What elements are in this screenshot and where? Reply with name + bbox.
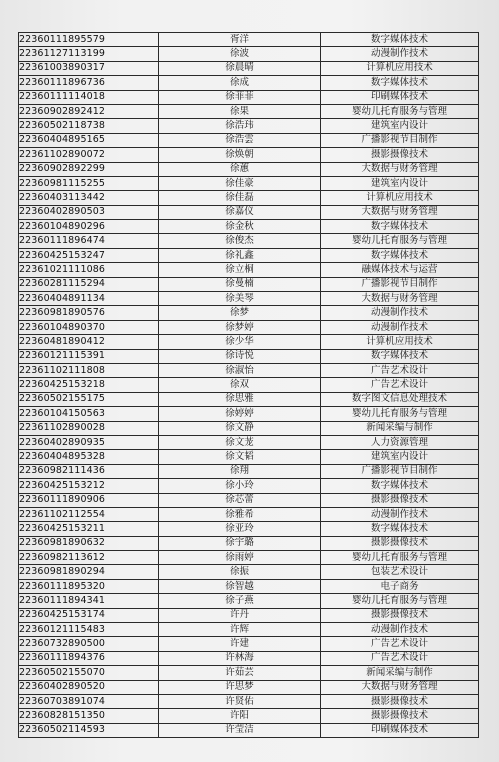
- student-id-cell: 22360404891134: [19, 292, 159, 306]
- major-cell: 新闻采编与制作: [321, 666, 479, 680]
- student-name-cell: 徐雨婷: [159, 551, 321, 565]
- student-name-cell: 徐美琴: [159, 292, 321, 306]
- table-row: [19, 507, 479, 521]
- table-row: [19, 90, 479, 104]
- student-id-cell: 22360981890294: [19, 565, 159, 579]
- table-row: [19, 220, 479, 234]
- student-name-cell: 徐蕙: [159, 162, 321, 176]
- major-cell: 广告艺术设计: [321, 651, 479, 665]
- student-id-cell: 22360404895165: [19, 133, 159, 147]
- major-cell: 数字媒体技术: [321, 220, 479, 234]
- major-cell: 广播影视节目制作: [321, 133, 479, 147]
- student-name-cell: 徐波: [159, 47, 321, 61]
- table-row: [19, 493, 479, 507]
- student-id-cell: 22360111894341: [19, 594, 159, 608]
- table-row: [19, 263, 479, 277]
- table-row: [19, 565, 479, 579]
- student-name-cell: 徐梦婷: [159, 320, 321, 334]
- student-id-cell: 22360121115483: [19, 623, 159, 637]
- student-id-cell: 22360121115391: [19, 349, 159, 363]
- student-id-cell: 22360111890906: [19, 493, 159, 507]
- major-cell: 建筑室内设计: [321, 176, 479, 190]
- student-id-cell: 22360104890370: [19, 320, 159, 334]
- table-row: [19, 536, 479, 550]
- table-row: [19, 33, 479, 47]
- major-cell: 广告艺术设计: [321, 378, 479, 392]
- table-row: [19, 61, 479, 75]
- student-id-cell: 22360502155175: [19, 392, 159, 406]
- student-name-cell: 徐浩玮: [159, 119, 321, 133]
- table-row: [19, 349, 479, 363]
- major-cell: 新闻采编与制作: [321, 421, 479, 435]
- major-cell: 摄影摄像技术: [321, 694, 479, 708]
- student-name-cell: 徐思雅: [159, 392, 321, 406]
- major-cell: 大数据与财务管理: [321, 680, 479, 694]
- student-name-cell: 徐立桐: [159, 263, 321, 277]
- student-id-cell: 22361102112554: [19, 507, 159, 521]
- table-row: [19, 651, 479, 665]
- student-id-cell: 22361102890028: [19, 421, 159, 435]
- student-id-cell: 22360828151350: [19, 709, 159, 723]
- student-name-cell: 徐嘉仪: [159, 205, 321, 219]
- student-id-cell: 22360111894376: [19, 651, 159, 665]
- student-id-cell: 22360404895328: [19, 450, 159, 464]
- major-cell: 大数据与财务管理: [321, 205, 479, 219]
- table-row: [19, 205, 479, 219]
- student-id-cell: 22360425153247: [19, 248, 159, 262]
- student-name-cell: 徐宇璐: [159, 536, 321, 550]
- table-row: [19, 551, 479, 565]
- student-id-cell: 22361021111086: [19, 263, 159, 277]
- student-id-cell: 22360111896474: [19, 234, 159, 248]
- student-name-cell: 胥洋: [159, 33, 321, 47]
- major-cell: 计算机应用技术: [321, 191, 479, 205]
- major-cell: 摄影摄像技术: [321, 148, 479, 162]
- table-row: [19, 623, 479, 637]
- student-name-cell: 徐晨晴: [159, 61, 321, 75]
- major-cell: 广告艺术设计: [321, 637, 479, 651]
- major-cell: 动漫制作技术: [321, 623, 479, 637]
- major-cell: 摄影摄像技术: [321, 608, 479, 622]
- student-id-cell: 22360982111436: [19, 464, 159, 478]
- student-name-cell: 徐诗悦: [159, 349, 321, 363]
- student-name-cell: 徐果: [159, 104, 321, 118]
- student-id-cell: 22360111114018: [19, 90, 159, 104]
- table-row: [19, 421, 479, 435]
- major-cell: 数字媒体技术: [321, 76, 479, 90]
- major-cell: 动漫制作技术: [321, 507, 479, 521]
- table-row: [19, 407, 479, 421]
- student-name-cell: 徐少华: [159, 335, 321, 349]
- major-cell: 建筑室内设计: [321, 119, 479, 133]
- table-row: [19, 579, 479, 593]
- table-row: [19, 104, 479, 118]
- student-id-cell: 22360403113442: [19, 191, 159, 205]
- table-row: [19, 76, 479, 90]
- student-name-cell: 许茹芸: [159, 666, 321, 680]
- student-id-cell: 22360502118738: [19, 119, 159, 133]
- major-cell: 包装艺术设计: [321, 565, 479, 579]
- student-id-cell: 22360703891074: [19, 694, 159, 708]
- table-row: [19, 335, 479, 349]
- student-id-cell: 22360281115294: [19, 277, 159, 291]
- table-row: [19, 522, 479, 536]
- student-name-cell: 徐淑怡: [159, 363, 321, 377]
- major-cell: 广播影视节目制作: [321, 277, 479, 291]
- student-id-cell: 22360111895320: [19, 579, 159, 593]
- table-row: [19, 119, 479, 133]
- table-row: [19, 637, 479, 651]
- student-id-cell: 22360981115255: [19, 176, 159, 190]
- student-name-cell: 徐婷婷: [159, 407, 321, 421]
- major-cell: 摄影摄像技术: [321, 709, 479, 723]
- student-name-cell: 许丹: [159, 608, 321, 622]
- student-roster-table: [18, 32, 479, 738]
- student-id-cell: 22360425153174: [19, 608, 159, 622]
- major-cell: 数字媒体技术: [321, 479, 479, 493]
- table-row: [19, 234, 479, 248]
- table-row: [19, 666, 479, 680]
- table-row: [19, 320, 479, 334]
- student-id-cell: 22360502155070: [19, 666, 159, 680]
- major-cell: 广告艺术设计: [321, 363, 479, 377]
- student-id-cell: 22360425153211: [19, 522, 159, 536]
- table-row: [19, 292, 479, 306]
- major-cell: 数字媒体技术: [321, 33, 479, 47]
- student-id-cell: 22360502114593: [19, 723, 159, 737]
- table-row: [19, 47, 479, 61]
- major-cell: 婴幼儿托育服务与管理: [321, 594, 479, 608]
- major-cell: 数字媒体技术: [321, 522, 479, 536]
- student-id-cell: 22360402890503: [19, 205, 159, 219]
- student-name-cell: 徐梦: [159, 306, 321, 320]
- major-cell: 婴幼儿托育服务与管理: [321, 551, 479, 565]
- table-row: [19, 306, 479, 320]
- student-name-cell: 徐文韬: [159, 450, 321, 464]
- major-cell: 人力资源管理: [321, 435, 479, 449]
- table-row: [19, 723, 479, 737]
- major-cell: 婴幼儿托育服务与管理: [321, 104, 479, 118]
- student-name-cell: 许贤佑: [159, 694, 321, 708]
- student-id-cell: 22360982113612: [19, 551, 159, 565]
- student-name-cell: 许建: [159, 637, 321, 651]
- student-name-cell: 许林海: [159, 651, 321, 665]
- student-id-cell: 22360104890296: [19, 220, 159, 234]
- major-cell: 建筑室内设计: [321, 450, 479, 464]
- major-cell: 大数据与财务管理: [321, 162, 479, 176]
- table-row: [19, 248, 479, 262]
- table-row: [19, 435, 479, 449]
- student-id-cell: 22360111896736: [19, 76, 159, 90]
- student-name-cell: 徐礼鑫: [159, 248, 321, 262]
- student-name-cell: 徐浩雲: [159, 133, 321, 147]
- major-cell: 动漫制作技术: [321, 306, 479, 320]
- roster-body: [19, 33, 479, 738]
- table-row: [19, 148, 479, 162]
- student-name-cell: 徐芯蕾: [159, 493, 321, 507]
- student-id-cell: 22361003890317: [19, 61, 159, 75]
- table-row: [19, 133, 479, 147]
- student-name-cell: 徐亚玲: [159, 522, 321, 536]
- table-row: [19, 363, 479, 377]
- major-cell: 数字图文信息处理技术: [321, 392, 479, 406]
- student-id-cell: 22360732890500: [19, 637, 159, 651]
- student-id-cell: 22360481890412: [19, 335, 159, 349]
- table-row: [19, 680, 479, 694]
- student-name-cell: 徐文茏: [159, 435, 321, 449]
- major-cell: 数字媒体技术: [321, 349, 479, 363]
- student-name-cell: 徐小玲: [159, 479, 321, 493]
- major-cell: 摄影摄像技术: [321, 536, 479, 550]
- student-id-cell: 22360402890935: [19, 435, 159, 449]
- major-cell: 婴幼儿托育服务与管理: [321, 234, 479, 248]
- student-id-cell: 22360104150563: [19, 407, 159, 421]
- table-row: [19, 378, 479, 392]
- student-id-cell: 22361127113199: [19, 47, 159, 61]
- major-cell: 大数据与财务管理: [321, 292, 479, 306]
- table-row: [19, 464, 479, 478]
- student-name-cell: 徐振: [159, 565, 321, 579]
- student-name-cell: 徐曼楠: [159, 277, 321, 291]
- student-name-cell: 徐金秋: [159, 220, 321, 234]
- table-row: [19, 450, 479, 464]
- student-id-cell: 22361102111808: [19, 363, 159, 377]
- major-cell: 广播影视节目制作: [321, 464, 479, 478]
- major-cell: 摄影摄像技术: [321, 493, 479, 507]
- table-row: [19, 479, 479, 493]
- student-name-cell: 许莹洁: [159, 723, 321, 737]
- major-cell: 计算机应用技术: [321, 61, 479, 75]
- table-row: [19, 176, 479, 190]
- table-row: [19, 392, 479, 406]
- table-row: [19, 608, 479, 622]
- student-name-cell: 许阳: [159, 709, 321, 723]
- table-row: [19, 191, 479, 205]
- student-name-cell: 徐佳磊: [159, 191, 321, 205]
- table-row: [19, 594, 479, 608]
- student-name-cell: 徐子燕: [159, 594, 321, 608]
- major-cell: 印刷媒体技术: [321, 90, 479, 104]
- student-name-cell: 徐菲菲: [159, 90, 321, 104]
- student-name-cell: 徐俊杰: [159, 234, 321, 248]
- student-id-cell: 22360425153218: [19, 378, 159, 392]
- student-name-cell: 徐焕朝: [159, 148, 321, 162]
- student-id-cell: 22361102890072: [19, 148, 159, 162]
- student-name-cell: 许思梦: [159, 680, 321, 694]
- student-id-cell: 22360981890632: [19, 536, 159, 550]
- student-name-cell: 许辉: [159, 623, 321, 637]
- major-cell: 动漫制作技术: [321, 320, 479, 334]
- student-id-cell: 22360981890576: [19, 306, 159, 320]
- student-id-cell: 22360902892412: [19, 104, 159, 118]
- student-name-cell: 徐智越: [159, 579, 321, 593]
- major-cell: 融媒体技术与运营: [321, 263, 479, 277]
- student-name-cell: 徐佳豪: [159, 176, 321, 190]
- major-cell: 印刷媒体技术: [321, 723, 479, 737]
- student-id-cell: 22360402890520: [19, 680, 159, 694]
- student-name-cell: 徐双: [159, 378, 321, 392]
- student-id-cell: 22360425153212: [19, 479, 159, 493]
- major-cell: 电子商务: [321, 579, 479, 593]
- student-id-cell: 22360902892299: [19, 162, 159, 176]
- table-row: [19, 277, 479, 291]
- major-cell: 动漫制作技术: [321, 47, 479, 61]
- major-cell: 婴幼儿托育服务与管理: [321, 407, 479, 421]
- student-id-cell: 22360111895579: [19, 33, 159, 47]
- table-row: [19, 709, 479, 723]
- table-row: [19, 162, 479, 176]
- table-row: [19, 694, 479, 708]
- major-cell: 计算机应用技术: [321, 335, 479, 349]
- major-cell: 数字媒体技术: [321, 248, 479, 262]
- student-name-cell: 徐成: [159, 76, 321, 90]
- student-name-cell: 徐翔: [159, 464, 321, 478]
- student-name-cell: 徐文静: [159, 421, 321, 435]
- student-name-cell: 徐雅希: [159, 507, 321, 521]
